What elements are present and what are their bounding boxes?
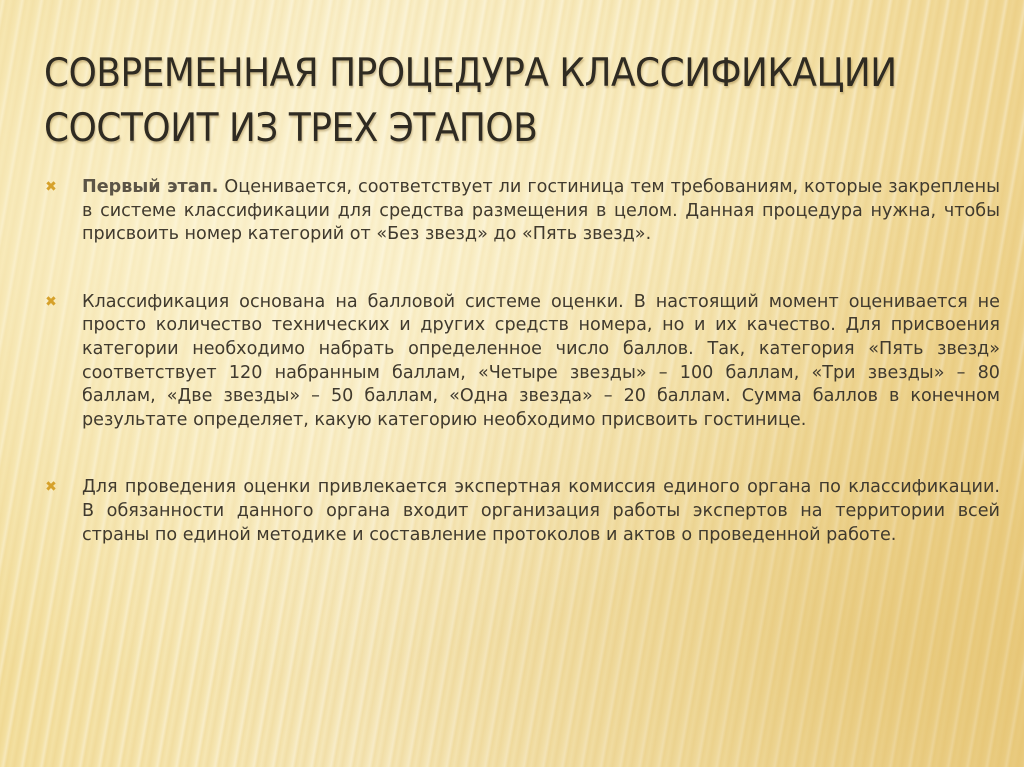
x-bullet-icon: ✖ [45,293,57,310]
bullet-text: Для проведения оценки привлекается экспертная комиссия единого органа по классификации. В обязанности данного органа входит организация работы экспертов на территории всей страны по единой методике и составление протоколов и актов о проведенной работе. [82,477,1000,545]
bullet-item [44,476,1000,547]
bullet-item [44,291,1000,433]
x-bullet-icon: ✖ [45,479,57,496]
bullet-term: Первый этап. [82,177,219,197]
bullet-text: Оценивается, соответствует ли гостиница тем требованиям, которые закреплены в системе классификации для средства размещения в целом. Данная процедура нужна, чтобы присвоить номер категорий от «Без звезд» до «Пять звезд». [82,177,1000,245]
bullet-list [44,176,1000,547]
bullet-item [44,176,1000,247]
x-bullet-icon: ✖ [45,179,57,195]
bullet-text: Классификация основана на балловой системе оценки. В настоящий момент оценивается не просто количество технических и других средств номера, но и их качество. Для присвоения категории необходимо набрать определенное число баллов. Так, категория «Пять звезд» соответствует 120 набранным баллам, «Четыре звезды» – 100 баллам, «Три звезды» – 80 баллам, «Две звезды» – 50 баллам, «Одна звезда» – 20 баллам. Сумма баллов в конечном результате определяет, какую категорию необходимо присвоить гостинице. [82,291,1000,430]
slide-title: СОВРЕМЕННАЯ ПРОЦЕДУРА КЛАССИФИКАЦИИ СОСТОИТ ИЗ ТРЕХ ЭТАПОВ [44,51,897,151]
